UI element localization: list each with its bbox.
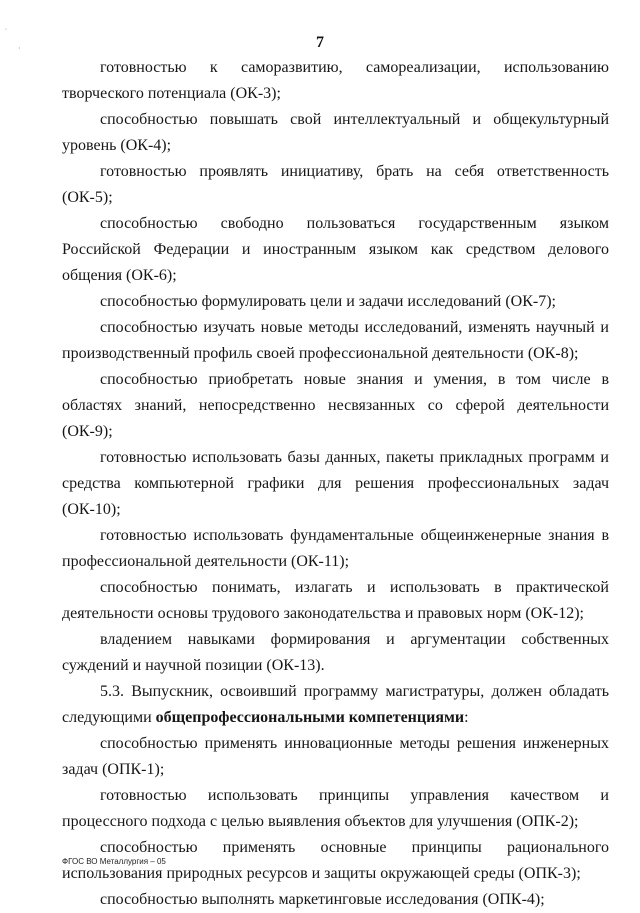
- competency-ok-10: готовностью использовать базы данных, пакеты прикладных программ и средства компьютерной графики для решения профессиональных задач (ОК-10);: [62, 449, 609, 518]
- competency-opk-2: готовностью использовать принципы управления качеством и процессного подхода с целью выявления объектов для улучшения (ОПК-2);: [62, 787, 609, 830]
- competency-ok-3: готовностью к саморазвитию, самореализации, использованию творческого потенциала (ОК-3);: [62, 59, 609, 102]
- competency-opk-3: способностью применять основные принципы рационального использования природных ресурсов и защиты окружающей среды (ОПК-3);: [62, 839, 609, 882]
- section-intro-prefix: 5.3. Выпускник, освоивший программу магистратуры, должен обладать следующими: [62, 683, 609, 726]
- competency-ok-12: способностью понимать, излагать и использовать в практической деятельности основы трудового законодательства и правовых норм (ОК-12);: [62, 579, 609, 622]
- competency-ok-7: способностью формулировать цели и задачи исследований (ОК-7);: [100, 293, 556, 310]
- section-intro-suffix: :: [464, 709, 469, 726]
- section-intro-bold: общепрофессиональными компетенциями: [155, 709, 465, 726]
- competency-opk-1: способностью применять инновационные методы решения инженерных задач (ОПК-1);: [62, 735, 609, 778]
- competency-ok-11: готовностью использовать фундаментальные общеинженерные знания в профессиональной деятельности (ОК-11);: [62, 527, 609, 570]
- competency-opk-4: способностью выполнять маркетинговые исследования (ОПК-4);: [100, 891, 545, 908]
- competency-ok-5: готовностью проявлять инициативу, брать на себя ответственность (ОК-5);: [62, 163, 609, 206]
- page-number: 7: [316, 34, 324, 51]
- competency-ok-9: способностью приобретать новые знания и умения, в том числе в областях знаний, непосредственно несвязанных со сферой деятельности (ОК-9);: [62, 371, 609, 440]
- document-body: [62, 55, 609, 913]
- competency-ok-13: владением навыками формирования и аргументации собственных суждений и научной позиции (ОК-13).: [62, 631, 609, 674]
- scan-mark: ˙: [4, 28, 8, 37]
- competency-ok-6: способностью свободно пользоваться государственным языком Российской Федерации и иностранным языком как средством делового общения (ОК-6);: [62, 215, 609, 284]
- competency-ok-4: способностью повышать свой интеллектуальный и общекультурный уровень (ОК-4);: [62, 111, 609, 154]
- scan-mark: ·: [18, 44, 21, 53]
- section-5-3-intro: [62, 679, 609, 731]
- competency-ok-8: способностью изучать новые методы исследований, изменять научный и производственный профиль своей профессиональной деятельности (ОК-8);: [62, 319, 609, 362]
- document-footer: ФГОС ВО Металлургия – 05: [62, 857, 166, 866]
